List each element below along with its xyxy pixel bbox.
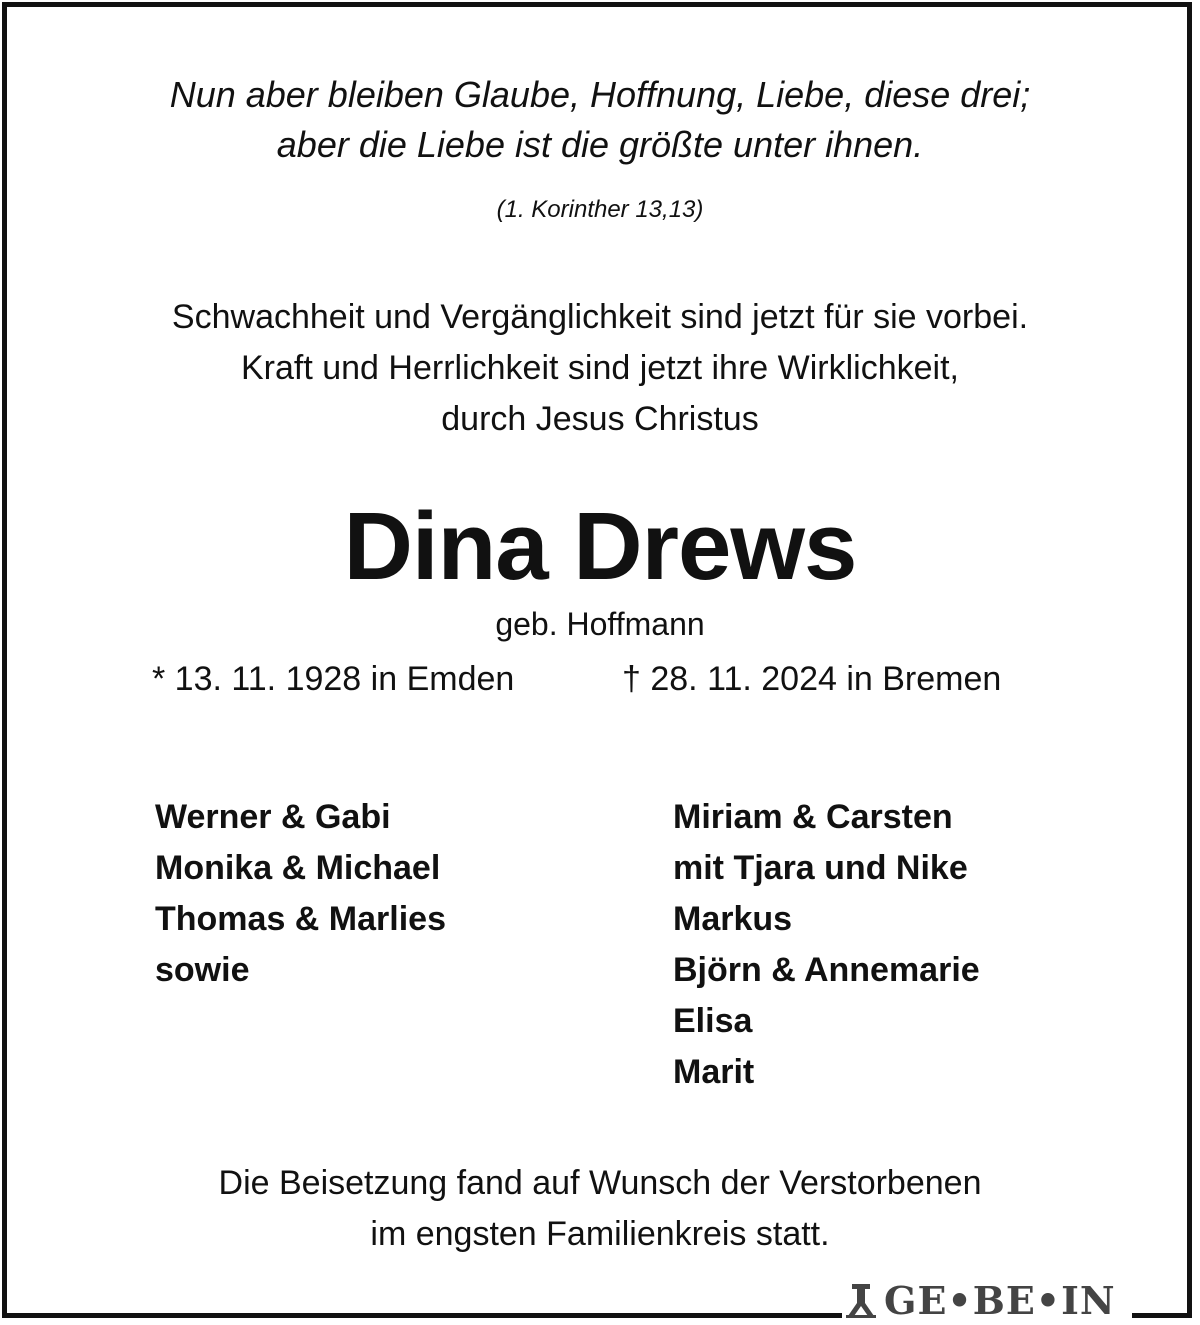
burial-note-line-1: Die Beisetzung fand auf Wunsch der Verstorbenen [218,1164,982,1202]
burial-note-line-2: im engsten Familienkreis statt. [370,1215,830,1253]
gebein-logo-icon [846,1282,876,1318]
publisher-logo [846,1278,1116,1322]
mourner-entry: Miriam & Carsten [673,798,953,836]
frame-bottom-right [1132,1313,1192,1318]
frame-bottom-left [2,1313,842,1318]
poem-line-3: durch Jesus Christus [441,400,759,438]
mourner-entry: Werner & Gabi [155,798,391,836]
bible-verse-line-1: Nun aber bleiben Glaube, Hoffnung, Liebe, diese drei; [169,74,1031,115]
deceased-name: Dina Drews [343,493,857,600]
mourners-left [155,792,446,996]
mourner-entry: Markus [673,900,793,938]
bible-verse-reference: (1. Korinther 13,13) [496,196,704,223]
birth-date: * 13. 11. 1928 in Emden [152,660,515,698]
mourner-entry: Marit [673,1053,755,1091]
poem-line-1: Schwachheit und Vergänglichkeit sind jetzt für sie vorbei. [171,298,1029,336]
poem-line-2: Kraft und Herrlichkeit sind jetzt ihre Wirklichkeit, [240,349,959,387]
death-date: † 28. 11. 2024 in Bremen [622,660,1002,698]
mourner-entry: Thomas & Marlies [155,900,446,938]
mourner-entry: Björn & Annemarie [673,951,980,989]
maiden-name: geb. Hoffmann [495,606,705,642]
mourners-right [673,792,980,1098]
mourner-entry: mit Tjara und Nike [673,849,968,887]
mourner-entry: Monika & Michael [155,849,441,887]
logo-text: GE•BE•IN [884,1277,1116,1323]
mourner-entry: sowie [155,951,250,989]
mourner-entry: Elisa [673,1002,753,1040]
bible-verse-line-2: aber die Liebe ist die größte unter ihnen. [276,124,924,165]
